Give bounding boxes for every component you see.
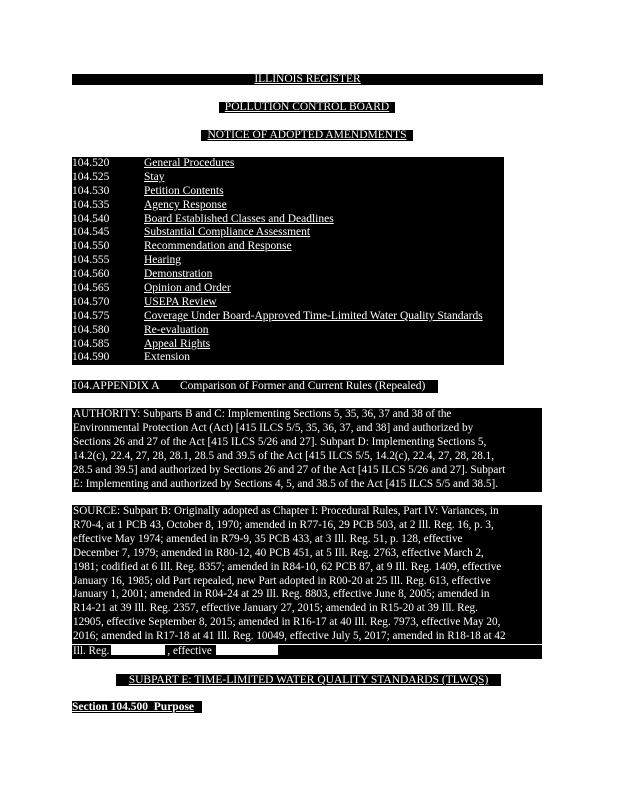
source-reg-prefix: Ill. Reg. bbox=[73, 645, 110, 657]
section-title: Recommendation and Response bbox=[144, 240, 292, 253]
section-title: Re-evaluation bbox=[144, 323, 209, 336]
section-number: 104.540 bbox=[72, 212, 110, 225]
authority-line: 14.2(c), 22.4, 27, 28, 28.1, 28.5 and 39.5 of the Act [415 ILCS 5/5, 14.2(c), 22.4, 27, 28, 28.1, bbox=[73, 449, 495, 462]
appendix-row bbox=[72, 380, 438, 393]
section-row bbox=[72, 157, 504, 171]
authority-line: AUTHORITY: Subparts B and C: Implementing Sections 5, 35, 36, 37 and 38 of the bbox=[73, 408, 452, 420]
section-number: 104.555 bbox=[72, 254, 110, 267]
source-last-line bbox=[72, 645, 542, 659]
section-row bbox=[72, 282, 504, 296]
section-row bbox=[72, 240, 504, 254]
section-title: Substantial Compliance Assessment bbox=[144, 226, 311, 239]
section-row bbox=[72, 226, 504, 240]
register-title: ILLINOIS REGISTER bbox=[72, 74, 543, 85]
section-number: 104.520 bbox=[72, 157, 110, 169]
section-title: Petition Contents bbox=[144, 184, 224, 197]
source-line: 1981; codified at 6 Ill. Reg. 8357; amended in R84-10, 62 PCB 87, at 9 Ill. Reg. 1409, effective bbox=[73, 560, 502, 573]
section-list bbox=[72, 157, 504, 365]
section-number: 104.575 bbox=[72, 309, 110, 322]
section-number: 104.590 bbox=[72, 351, 110, 364]
section-row bbox=[72, 171, 504, 185]
section-title: Opinion and Order bbox=[144, 282, 231, 295]
section-number: 104.580 bbox=[72, 323, 110, 336]
source-line: effective May 1974; amended in R79-9, 35 PCB 433, at 3 Ill. Reg. 51, p. 128, effective bbox=[73, 532, 463, 545]
appendix-title: Comparison of Former and Current Rules (Repealed) bbox=[180, 380, 426, 392]
section-number: 104.560 bbox=[72, 268, 110, 281]
section-row bbox=[72, 310, 504, 324]
authority-paragraph bbox=[72, 408, 542, 492]
section-row bbox=[72, 254, 504, 268]
board-title: POLLUTION CONTROL BOARD bbox=[219, 102, 395, 113]
source-line: R14-21 at 39 Ill. Reg. 2357, effective January 27, 2015; amended in R15-20 at 39 Ill. Reg. bbox=[73, 602, 478, 615]
section-row bbox=[72, 351, 504, 365]
source-line: 2016; amended in R17-18 at 41 Ill. Reg. 10049, effective July 5, 2017; amended in R18-18 at 42 bbox=[73, 630, 506, 643]
section-number: 104.585 bbox=[72, 337, 110, 350]
section-title: Demonstration bbox=[144, 268, 213, 281]
section-title: Board Established Classes and Deadlines bbox=[144, 212, 334, 225]
section-row bbox=[72, 199, 504, 213]
section-number: 104.535 bbox=[72, 198, 110, 211]
section-row bbox=[72, 338, 504, 352]
section-heading: Section 104.500 Purpose bbox=[72, 701, 202, 713]
section-row bbox=[72, 324, 504, 338]
section-title: Hearing bbox=[144, 254, 182, 267]
source-line: 12905, effective September 8, 2015; amended in R16-17 at 40 Ill. Reg. 7973, effective May 20, bbox=[73, 616, 501, 629]
section-number: 104.545 bbox=[72, 226, 110, 239]
section-title: General Procedures bbox=[144, 157, 235, 169]
section-row bbox=[72, 213, 504, 227]
source-line: January 16, 1985; old Part repealed, new Part adopted in R00-20 at 25 Ill. Reg. 613, effective bbox=[73, 574, 491, 587]
effective-date-blank bbox=[111, 645, 165, 655]
source-paragraph bbox=[72, 505, 542, 644]
subpart-heading: SUBPART E: TIME-LIMITED WATER QUALITY STANDARDS (TLWQS) bbox=[116, 674, 501, 686]
source-line: December 7, 1979; amended in R80-12, 40 PCB 451, at 5 Ill. Reg. 2763, effective March 2, bbox=[73, 546, 484, 559]
section-title: Agency Response bbox=[144, 198, 227, 211]
notice-title: NOTICE OF ADOPTED AMENDMENTS bbox=[201, 130, 413, 141]
section-number: 104.570 bbox=[72, 295, 110, 308]
source-line: January 1, 2001; amended in R04-24 at 29 Ill. Reg. 8803, effective June 8, 2005; amended in bbox=[73, 588, 490, 601]
section-title: Appeal Rights bbox=[144, 337, 211, 350]
section-number: 104.530 bbox=[72, 184, 110, 197]
effective-date-blank-2 bbox=[216, 645, 278, 655]
section-row bbox=[72, 185, 504, 199]
section-number: 104.525 bbox=[72, 170, 110, 183]
section-title: Coverage Under Board-Approved Time-Limited Water Quality Standards bbox=[144, 309, 483, 322]
section-row bbox=[72, 268, 504, 282]
source-reg-suffix: , effective bbox=[167, 645, 212, 657]
section-title: Extension bbox=[144, 351, 190, 364]
authority-line: Sections 26 and 27 of the Act [415 ILCS 5/26 and 27]. Subpart D: Implementing Sections 5, bbox=[73, 435, 487, 448]
authority-line: Environmental Protection Act (Act) [415 ILCS 5/5, 35, 36, 37, and 38] and authorized by bbox=[73, 421, 474, 434]
section-title: USEPA Review bbox=[144, 295, 217, 308]
section-number: 104.565 bbox=[72, 282, 110, 295]
authority-line: E: Implementing and authorized by Sections 4, 5, and 38.5 of the Act [415 ILCS 5/5 and 38.5]. bbox=[73, 477, 499, 490]
source-line: R70-4, at 1 PCB 43, October 8, 1970; amended in R77-16, 29 PCB 503, at 2 Ill. Reg. 16, p. 3, bbox=[73, 518, 494, 531]
source-line: SOURCE: Subpart B: Originally adopted as Chapter I: Procedural Rules, Part IV: Variances, in bbox=[73, 505, 499, 517]
section-row bbox=[72, 296, 504, 310]
appendix-label: 104.APPENDIX A bbox=[72, 380, 160, 392]
section-number: 104.550 bbox=[72, 240, 110, 253]
authority-line: 28.5 and 39.5] and authorized by Sections 26 and 27 of the Act [415 ILCS 5/26 and 27]. Subpart bbox=[73, 463, 506, 476]
section-title: Stay bbox=[144, 170, 165, 183]
